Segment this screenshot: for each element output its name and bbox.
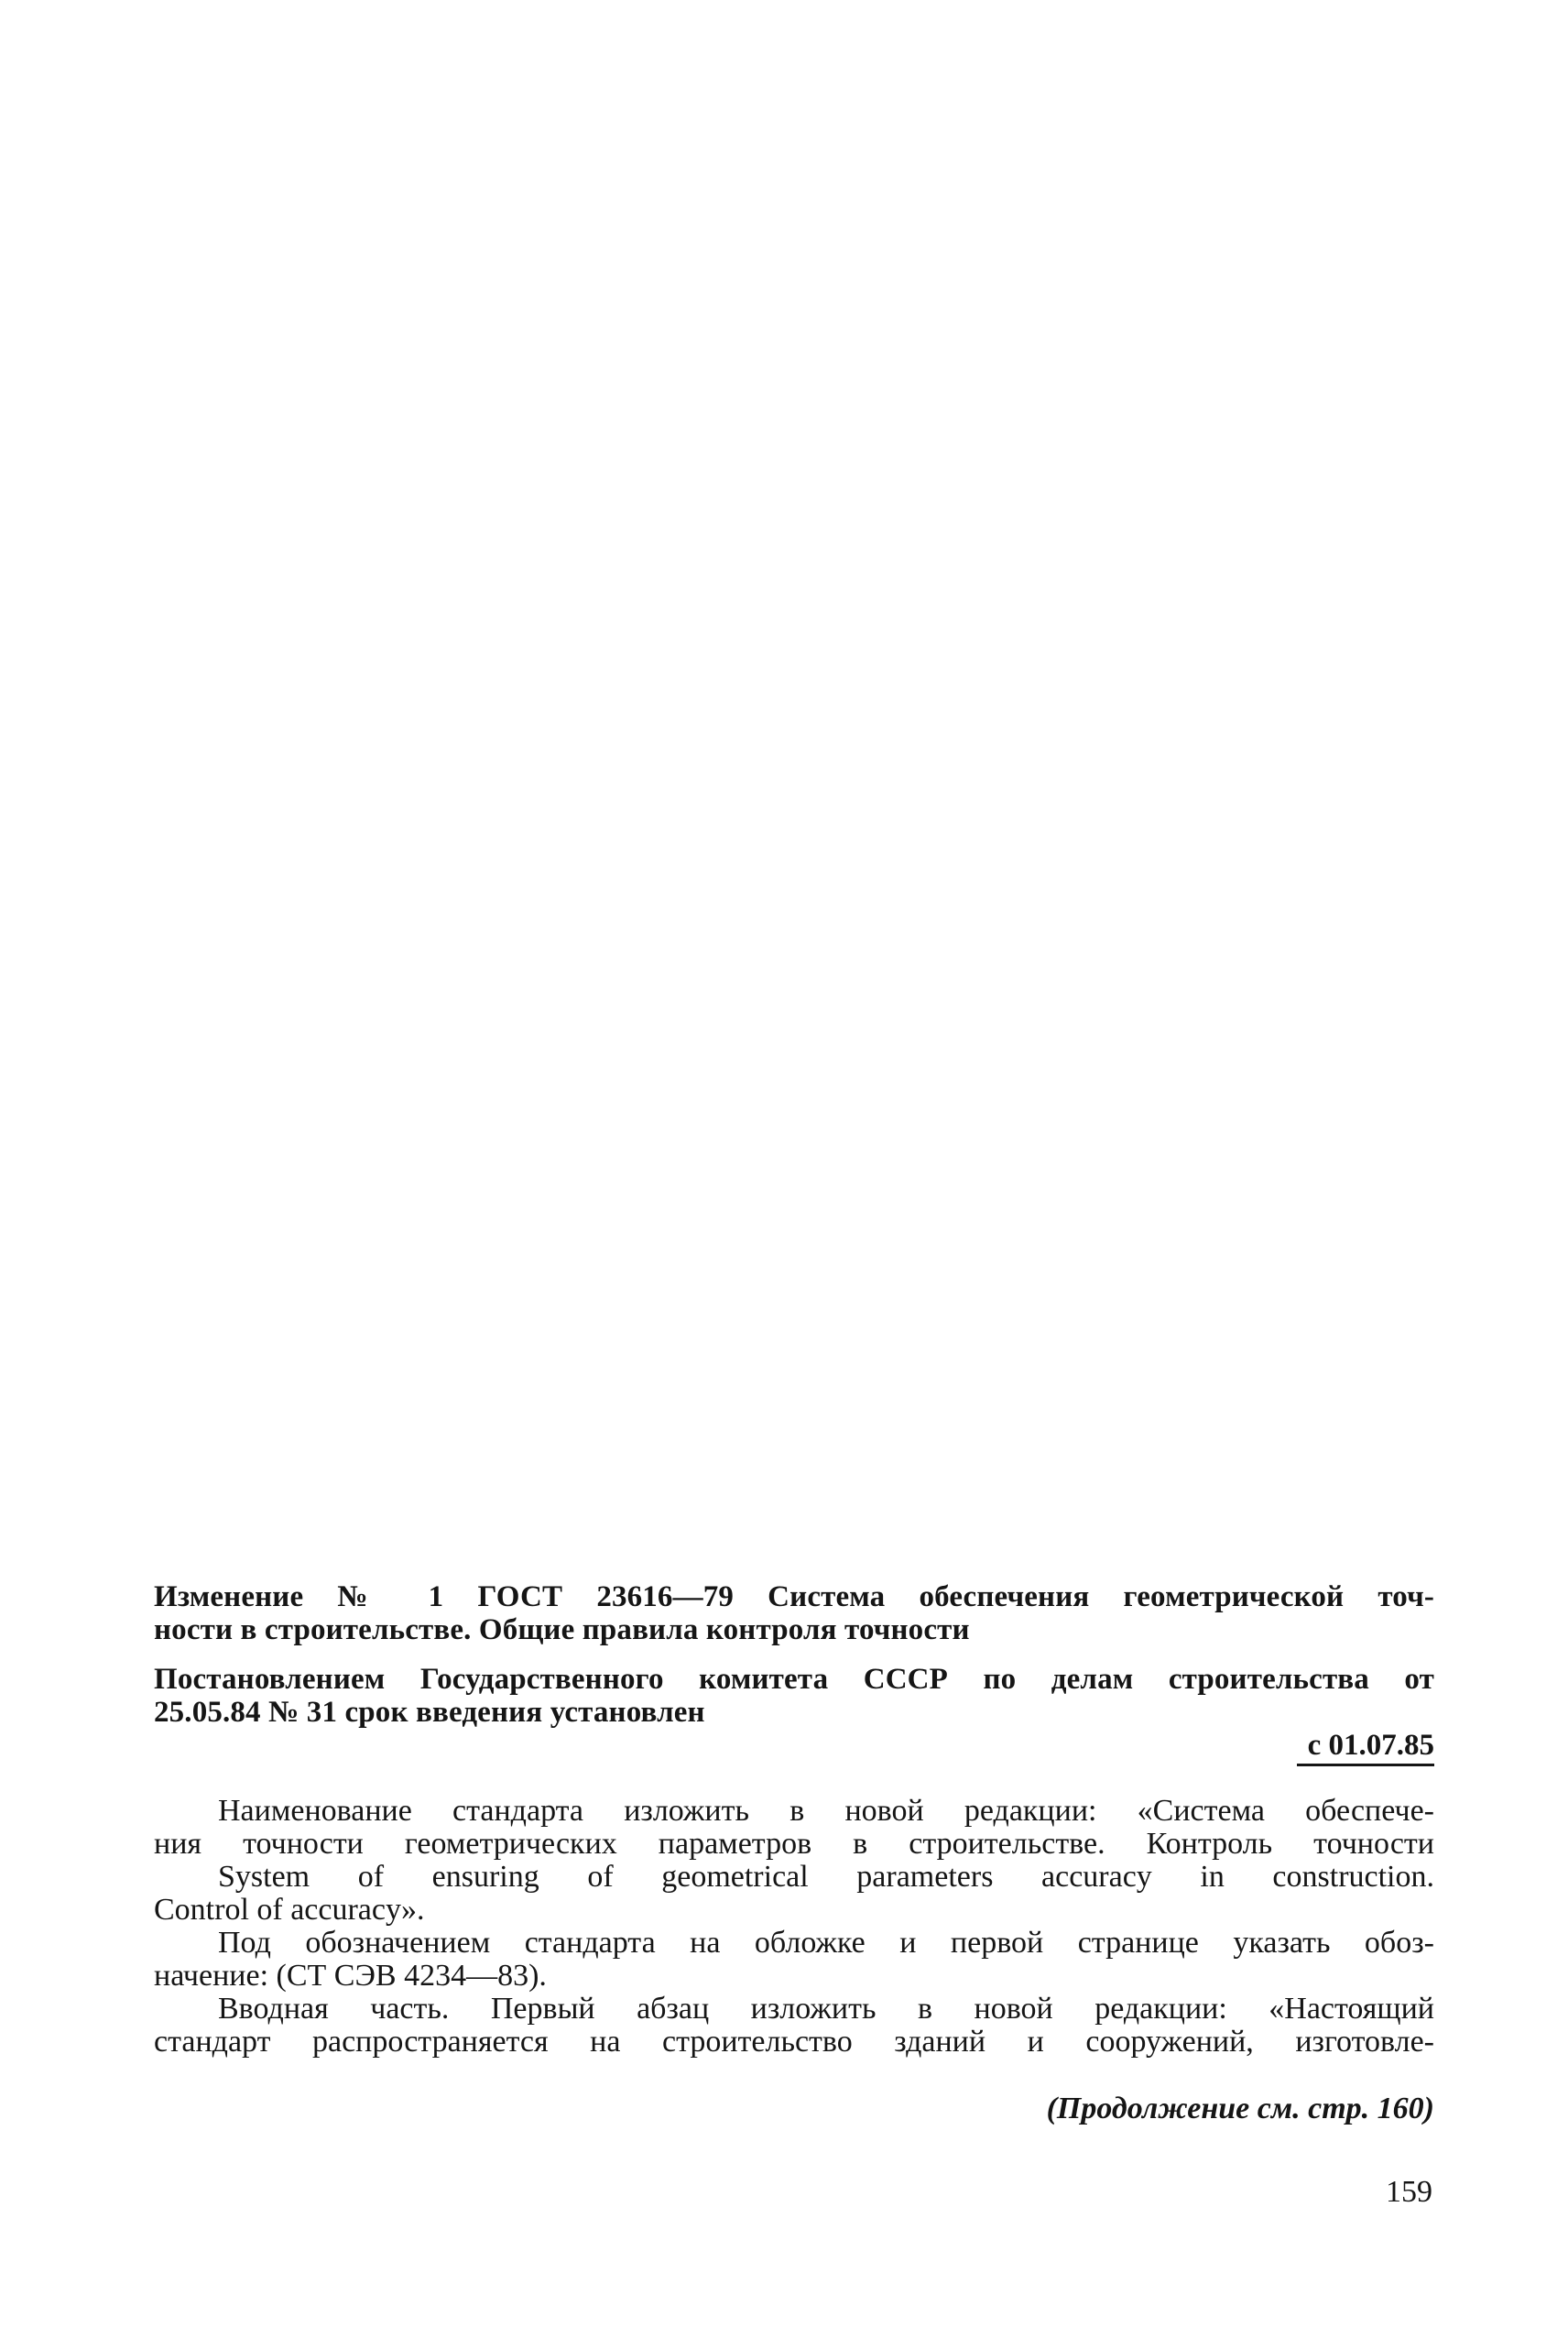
name-paragraph-line-2: ния точности геометрических параметров в строительстве. Контроль точности	[154, 1827, 1434, 1861]
resolution-line-1: Постановлением Государственного комитета СССР по делам строительства от	[154, 1663, 1434, 1696]
name-paragraph-line-1: Наименование стандарта изложить в новой редакции: «Система обеспече-	[218, 1794, 1434, 1828]
introduction-paragraph-line-1: Вводная часть. Первый абзац изложить в новой редакции: «Настоящий	[218, 1992, 1434, 2026]
amendment-heading-line-2: ности в строительстве. Общие правила контроля точности	[154, 1613, 970, 1646]
introduction-paragraph-line-2: стандарт распространяется на строительство зданий и сооружений, изготовле-	[154, 2025, 1434, 2059]
name-paragraph-line-3: System of ensuring of geometrical parameters accuracy in construction.	[218, 1860, 1434, 1894]
document-content	[154, 1580, 1434, 2059]
spacer	[154, 1646, 1434, 1663]
name-paragraph-line-4: Control of accuracy».	[154, 1893, 425, 1927]
continued-note: (Продолжение см. стр. 160)	[1046, 2092, 1434, 2125]
spacer	[154, 1769, 1434, 1795]
effective-date: с 01.07.85	[1297, 1729, 1434, 1766]
effective-date-row	[154, 1729, 1434, 1769]
designation-paragraph-line-1: Под обозначением стандарта на обложке и первой странице указать обоз-	[218, 1926, 1434, 1960]
resolution-line-2: 25.05.84 № 31 срок введения установлен	[154, 1696, 705, 1729]
amendment-heading-line-1: Изменение № 1 ГОСТ 23616—79 Система обеспечения геометрической точ-	[154, 1580, 1434, 1613]
page-number: 159	[1386, 2175, 1432, 2209]
designation-paragraph-line-2: начение: (СТ СЭВ 4234—83).	[154, 1959, 547, 1993]
